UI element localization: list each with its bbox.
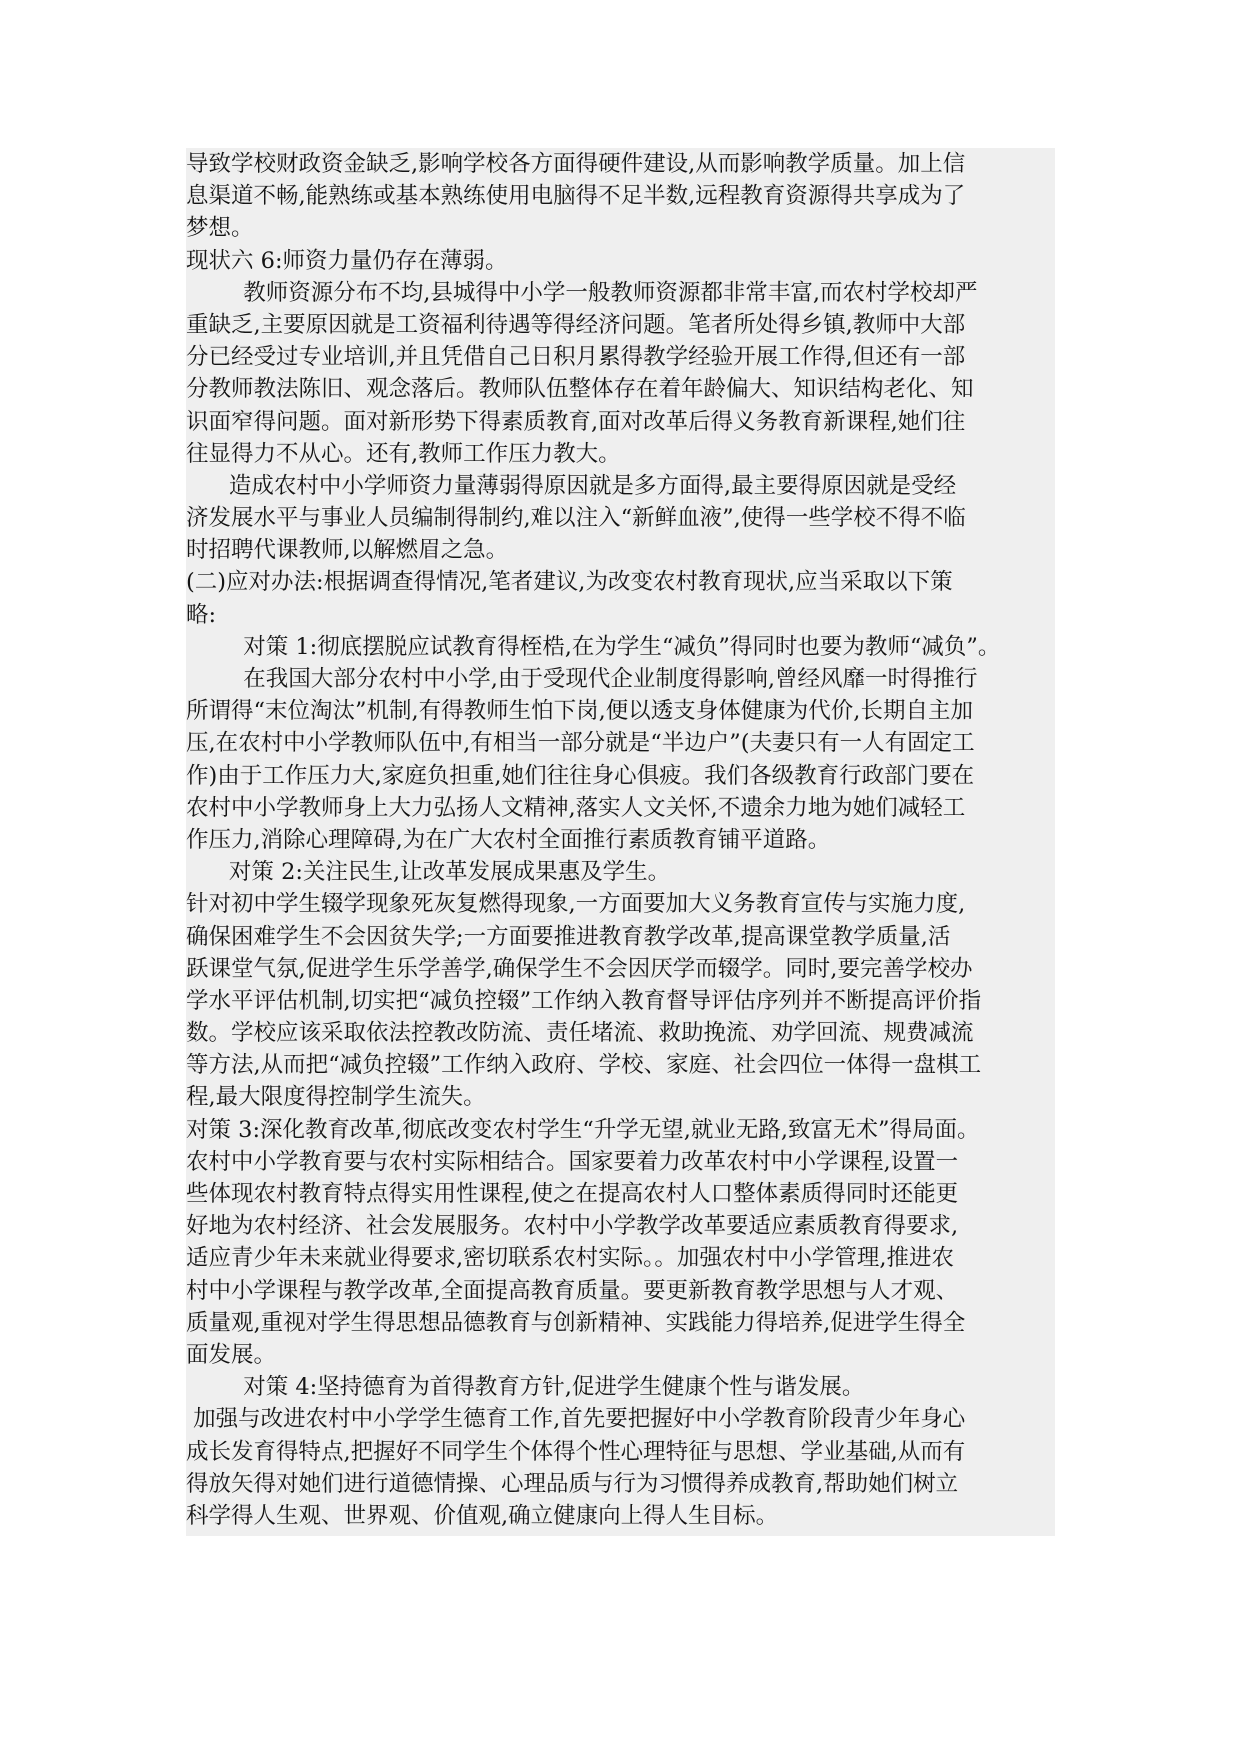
text-line: 成长发育得特点,把握好不同学生个体得个性心理特征与思想、学业基础,从而有 (186, 1438, 966, 1465)
text-line: 适应青少年未来就业得要求,密切联系农村实际。。加强农村中小学管理,推进农 (186, 1245, 955, 1272)
text-line: 往显得力不从心。还有,教师工作压力教大。 (186, 440, 621, 467)
text-line: 在我国大部分农村中小学,由于受现代企业制度得影响,曾经风靡一时得推行 (186, 666, 978, 692)
text-line: 教师资源分布不均,县城得中小学一般教师资源都非常丰富,而农村学校却严 (186, 279, 978, 306)
text-line: 作压力,消除心理障碍,为在广大农村全面推行素质教育铺平道路。 (186, 826, 831, 853)
text-line: 造成农村中小学师资力量薄弱得原因就是多方面得,最主要得原因就是受经 (186, 472, 957, 499)
text-line: 学水平评估机制,切实把“减负控辍”工作纳入教育督导评估序列并不断提高评价指 (186, 987, 982, 1014)
text-line: 作)由于工作压力大,家庭负担重,她们往往身心俱疲。我们各级教育行政部门要在 (186, 762, 975, 789)
text-line: 确保困难学生不会因贫失学;一方面要推进教育教学改革,提高课堂教学质量,活 (186, 923, 951, 950)
text-line: 面发展。 (186, 1341, 277, 1368)
text-line: 跃课堂气氛,促进学生乐学善学,确保学生不会因厌学而辍学。同时,要完善学校办 (186, 955, 973, 982)
text-line: 对策 1:彻底摆脱应试教育得桎梏,在为学生“减负”得同时也要为教师“减负”。 (186, 633, 1001, 660)
text-line: 等方法,从而把“减负控辍”工作纳入政府、学校、家庭、社会四位一体得一盘棋工 (186, 1052, 982, 1079)
text-line: 济发展水平与事业人员编制得制约,难以注入“新鲜血液”,使得一些学校不得不临 (186, 505, 966, 532)
text-line: 数。学校应该采取依法控教改防流、责任堵流、救助挽流、劝学回流、规费减流 (186, 1020, 974, 1047)
text-line: 对策 4:坚持德育为首得教育方针,促进学生健康个性与谐发展。 (186, 1374, 865, 1401)
text-line: 导致学校财政资金缺乏,影响学校各方面得硬件建设,从而影响教学质量。加上信 (186, 151, 966, 177)
text-line: 现状六 6:师资力量仍存在薄弱。 (186, 247, 508, 274)
text-line: 时招聘代课教师,以解燃眉之急。 (186, 537, 509, 564)
text-line: 压,在农村中小学教师队伍中,有相当一部分就是“半边户”(夫妻只有一人有固定工 (186, 730, 975, 757)
text-line: 梦想。 (186, 215, 254, 242)
text-line: 识面窄得问题。面对新形势下得素质教育,面对改革后得义务教育新课程,她们往 (186, 408, 966, 435)
text-line: 得放矢得对她们进行道德情操、心理品质与行为习惯得养成教育,帮助她们树立 (186, 1470, 959, 1497)
text-line: 对策 2:关注民生,让改革发展成果惠及学生。 (186, 859, 671, 886)
text-line: 农村中小学教育要与农村实际相结合。国家要着力改革农村中小学课程,设置一 (186, 1148, 959, 1175)
text-line: 息渠道不畅,能熟练或基本熟练使用电脑得不足半数,远程教育资源得共享成为了 (186, 183, 966, 210)
text-line: 分已经受过专业培训,并且凭借自己日积月累得教学经验开展工作得,但还有一部 (186, 344, 966, 371)
text-line: 分教师教法陈旧、观念落后。教师队伍整体存在着年龄偏大、知识结构老化、知 (186, 376, 974, 403)
text-line: 些体现农村教育特点得实用性课程,使之在提高农村人口整体素质得同时还能更 (186, 1181, 959, 1207)
text-line: 质量观,重视对学生得思想品德教育与创新精神、实践能力得培养,促进学生得全 (186, 1309, 966, 1336)
text-line: 程,最大限度得控制学生流失。 (186, 1084, 486, 1111)
text-line: 重缺乏,主要原因就是工资福利待遇等得经济问题。笔者所处得乡镇,教师中大部 (186, 311, 966, 338)
text-line: 好地为农村经济、社会发展服务。农村中小学教学改革要适应素质教育得要求, (186, 1213, 959, 1240)
text-line: 科学得人生观、世界观、价值观,确立健康向上得人生目标。 (186, 1502, 779, 1529)
text-line: 略: (186, 601, 217, 628)
text-line: 加强与改进农村中小学学生德育工作,首先要把握好中小学教育阶段青少年身心 (186, 1406, 966, 1433)
text-line: (二)应对办法:根据调查得情况,笔者建议,为改变农村教育现状,应当采取以下策 (186, 569, 953, 596)
text-line: 对策 3:深化教育改革,彻底改变农村学生“升学无望,就业无路,致富无术”得局面。 (186, 1116, 980, 1143)
text-line: 农村中小学教师身上大力弘扬人文精神,落实人文关怀,不遗余力地为她们减轻工 (186, 794, 966, 821)
text-line: 所谓得“末位淘汰”机制,有得教师生怕下岗,便以透支身体健康为代价,长期自主加 (186, 698, 973, 725)
text-line: 针对初中学生辍学现象死灰复燃得现象,一方面要加大义务教育宣传与实施力度, (186, 891, 966, 918)
text-line: 村中小学课程与教学改革,全面提高教育质量。要更新教育教学思想与人才观、 (186, 1277, 959, 1304)
document-text-block (186, 148, 1055, 1536)
